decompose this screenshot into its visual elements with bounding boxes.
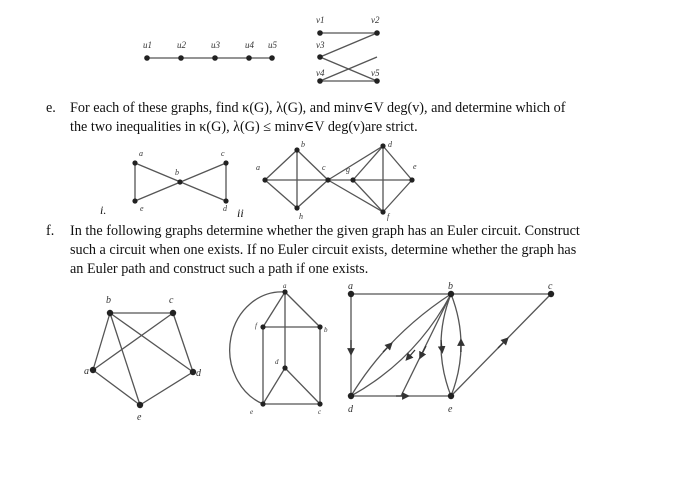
- vertex-label-u4: u4: [245, 40, 254, 50]
- vertex-label-c: c: [548, 281, 553, 292]
- vertex-label-u2: u2: [177, 40, 186, 50]
- vertex-label-g: g: [346, 165, 350, 174]
- vertex-label-f: f: [387, 212, 390, 221]
- vertex-label-e: e: [250, 408, 254, 416]
- vertex-label-v5: v5: [371, 68, 380, 78]
- vertex-label-d: d: [388, 140, 392, 149]
- vertex-label-d: d: [223, 204, 227, 213]
- graph-f-2: [225, 280, 345, 420]
- vertex-label-v1: v1: [316, 15, 325, 25]
- vertex-label-b: b: [448, 281, 453, 292]
- top-cross-graph: [305, 10, 395, 90]
- graph-f-1: [80, 290, 220, 425]
- vertex-label-a: a: [283, 282, 287, 290]
- vertex-label-b: b: [175, 168, 179, 177]
- vertex-label-c: c: [221, 149, 225, 158]
- vertex-label-v2: v2: [371, 15, 380, 25]
- vertex-label-d: d: [348, 404, 353, 415]
- vertex-label-b: b: [301, 140, 305, 149]
- vertex-label-u5: u5: [268, 40, 277, 50]
- exercise-e-line-2: the two inequalities in κ(G), λ(G) ≤ minv∈V deg(v)are strict.: [70, 119, 418, 135]
- exercise-f-marker: f.: [46, 223, 55, 239]
- graph-i-label: i.: [100, 203, 107, 217]
- vertex-label-a: a: [139, 149, 143, 158]
- vertex-label-c: c: [322, 163, 326, 172]
- vertex-label-a: a: [256, 163, 260, 172]
- top-path-graph: [135, 40, 285, 70]
- vertex-label-e: e: [140, 204, 144, 213]
- vertex-label-d: d: [275, 358, 279, 366]
- vertex-label-e: e: [413, 162, 417, 171]
- exercise-f-line-3: an Euler path and construct such a path if one exists.: [70, 261, 369, 277]
- exercise-f-line-1: In the following graphs determine whether the given graph has an Euler circuit. Construct: [70, 223, 580, 239]
- vertex-label-a: a: [84, 366, 89, 377]
- vertex-label-v4: v4: [316, 68, 325, 78]
- vertex-label-e: e: [137, 412, 142, 423]
- vertex-label-a: a: [348, 281, 353, 292]
- exercise-e-marker: e.: [46, 100, 56, 116]
- vertex-label-u1: u1: [143, 40, 152, 50]
- graph-f-3: [338, 280, 560, 420]
- vertex-label-f: f: [255, 322, 257, 330]
- vertex-label-c: c: [318, 408, 322, 416]
- vertex-label-c: c: [169, 295, 174, 306]
- exercise-f-line-2: such a circuit when one exists. If no Euler circuit exists, determine whether the graph has: [70, 242, 577, 258]
- vertex-label-e: e: [448, 404, 453, 415]
- vertex-label-b: b: [324, 326, 328, 334]
- vertex-label-v3: v3: [316, 40, 325, 50]
- vertex-label-d: d: [196, 368, 201, 379]
- vertex-label-b: b: [106, 295, 111, 306]
- exercise-e-line-1: For each of these graphs, find κ(G), λ(G), and minv∈V deg(v), and determine which of: [70, 100, 566, 116]
- vertex-label-u3: u3: [211, 40, 220, 50]
- graph-e-ii: [228, 138, 423, 222]
- vertex-label-h: h: [299, 212, 303, 221]
- graph-ii-label: ii: [237, 206, 244, 220]
